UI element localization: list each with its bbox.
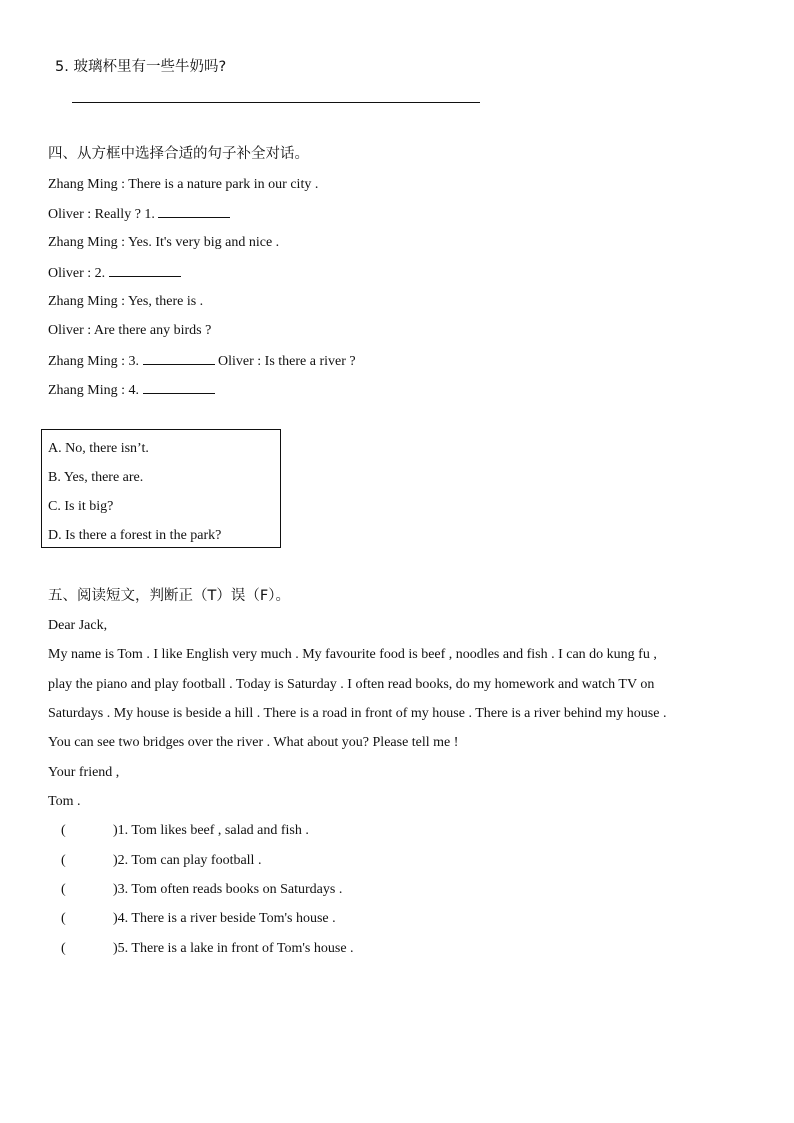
answer-paren[interactable]: ( [61, 882, 66, 897]
answer-blank-4[interactable] [143, 381, 215, 394]
answer-paren[interactable]: ( [61, 853, 66, 868]
dialogue-line-6: Oliver : Are there any birds ? [48, 323, 212, 338]
option-a: A. No, there isn’t. [48, 441, 149, 456]
q5-number: 5. [55, 59, 69, 75]
dialogue-text: Oliver : 2. [48, 266, 106, 281]
dialogue-line-4 [48, 264, 181, 283]
q5-answer-line[interactable] [72, 102, 480, 103]
dialogue-line-3: Zhang Ming : Yes. It's very big and nice . [48, 235, 280, 250]
dialogue-line-1: Zhang Ming : There is a nature park in our city . [48, 177, 319, 192]
letter-signature: Tom . [48, 794, 81, 809]
tf-statement: )4. There is a river beside Tom's house . [113, 911, 336, 926]
tf-statement: )2. Tom can play football . [113, 853, 262, 868]
letter-closing: Your friend , [48, 765, 120, 780]
section4-heading: 四、从方框中选择合适的句子补全对话。 [48, 146, 309, 162]
option-d: D. Is there a forest in the park? [48, 528, 222, 543]
letter-body-line-2: play the piano and play football . Today is Saturday . I often read books, do my homework and watch TV on [48, 677, 655, 692]
options-box [41, 429, 281, 548]
answer-paren[interactable]: ( [61, 911, 66, 926]
dialogue-line-2 [48, 205, 230, 224]
q5-text: 玻璃杯里有一些牛奶吗? [73, 59, 227, 75]
tf-item-3 [61, 881, 342, 899]
answer-paren[interactable]: ( [61, 823, 66, 838]
answer-blank-3[interactable] [143, 352, 215, 365]
tf-statement: )5. There is a lake in front of Tom's house . [113, 941, 354, 956]
answer-blank-1[interactable] [158, 205, 230, 218]
tf-statement: )1. Tom likes beef , salad and fish . [113, 823, 309, 838]
tf-item-4 [61, 910, 336, 928]
dialogue-line-8 [48, 381, 215, 400]
letter-body-line-4: You can see two bridges over the river . What about you? Please tell me ! [48, 735, 459, 750]
letter-body-line-1: My name is Tom . I like English very much . My favourite food is beef , noodles and fish . I can do kung fu , [48, 647, 657, 662]
dialogue-text: Oliver : Is there a river ? [218, 354, 356, 369]
dialogue-line-7 [48, 352, 356, 371]
answer-blank-2[interactable] [109, 264, 181, 277]
tf-statement: )3. Tom often reads books on Saturdays . [113, 882, 343, 897]
letter-body-line-3: Saturdays . My house is beside a hill . There is a road in front of my house . There is a river behind my house . [48, 706, 667, 721]
dialogue-text: Zhang Ming : 4. [48, 383, 139, 398]
dialogue-text: Oliver : Really ? 1. [48, 207, 155, 222]
tf-item-1 [61, 822, 309, 840]
dialogue-line-5: Zhang Ming : Yes, there is . [48, 294, 204, 309]
answer-paren[interactable]: ( [61, 941, 66, 956]
tf-item-2 [61, 852, 261, 870]
tf-item-5 [61, 940, 354, 958]
dialogue-text: Zhang Ming : 3. [48, 354, 139, 369]
option-c: C. Is it big? [48, 499, 114, 514]
letter-greeting: Dear Jack, [48, 618, 108, 633]
option-b: B. Yes, there are. [48, 470, 144, 485]
q5-line [55, 58, 226, 76]
section5-heading: 五、阅读短文，判断正（T）误（F）。 [48, 588, 290, 604]
